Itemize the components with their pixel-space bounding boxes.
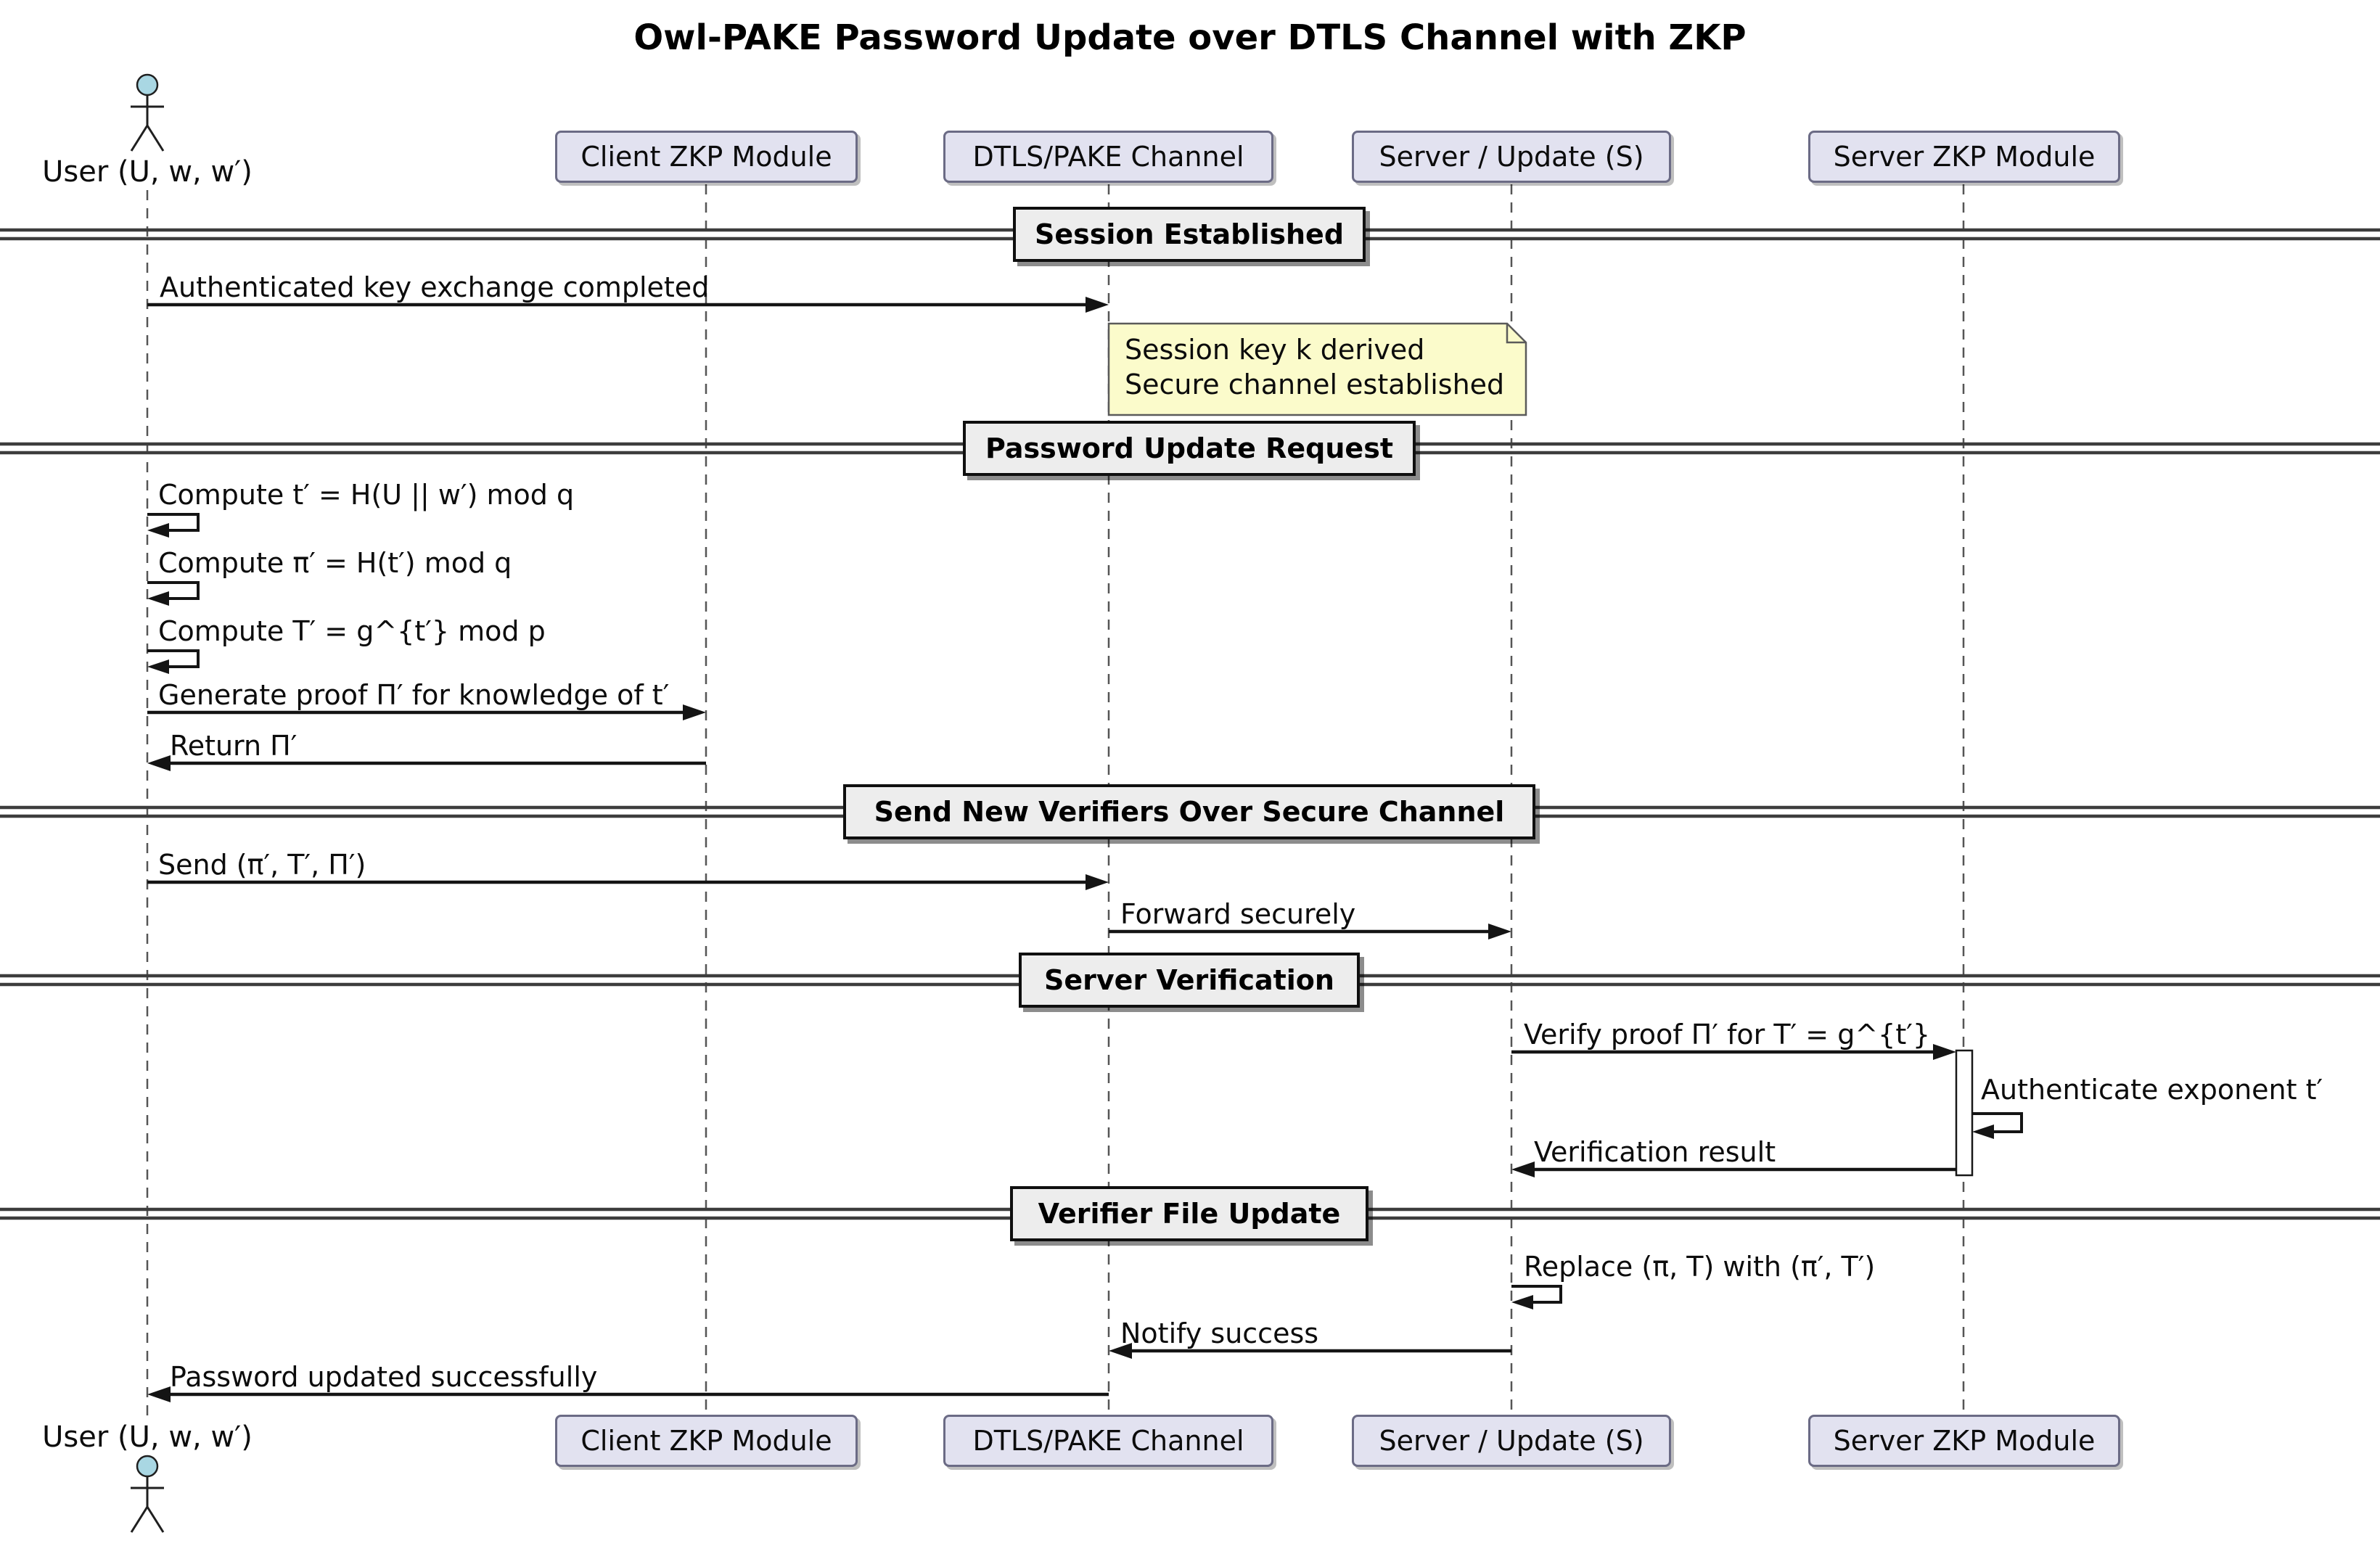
divider-label: Send New Verifiers Over Secure Channel bbox=[874, 796, 1505, 828]
message-compute-pi: Compute π′ = H(t′) mod q bbox=[158, 547, 512, 579]
participant-server-update-top bbox=[1352, 131, 1671, 183]
message-authenticated-key-exchange: Authenticated key exchange completed bbox=[160, 271, 710, 303]
divider-label: Server Verification bbox=[1044, 964, 1334, 996]
activation-bar-server-zkp bbox=[1956, 1050, 1972, 1175]
self-arrow-authenticate-exponent bbox=[1972, 1114, 2022, 1139]
participant-label: Client ZKP Module bbox=[580, 1425, 832, 1457]
message-password-updated: Password updated successfully bbox=[170, 1361, 598, 1393]
participant-client-zkp-top bbox=[555, 131, 858, 183]
message-return-proof: Return Π′ bbox=[170, 730, 298, 762]
actor-head bbox=[137, 75, 157, 95]
message-verify-proof: Verify proof Π′ for T′ = g^{t′} bbox=[1524, 1019, 1931, 1050]
divider-password-update-request bbox=[963, 421, 1416, 476]
participant-server-zkp-top bbox=[1808, 131, 2120, 183]
divider-label: Password Update Request bbox=[985, 432, 1393, 464]
participant-label: Client ZKP Module bbox=[580, 141, 832, 173]
message-authenticate-exponent: Authenticate exponent t′ bbox=[1981, 1074, 2323, 1106]
participant-server-zkp-bottom bbox=[1808, 1415, 2120, 1467]
note-line-2: Secure channel established bbox=[1125, 369, 1505, 400]
message-notify-success: Notify success bbox=[1120, 1317, 1319, 1349]
message-replace-verifiers: Replace (π, T) with (π′, T′) bbox=[1524, 1251, 1876, 1283]
self-arrow-compute-pi bbox=[147, 583, 198, 606]
diagram-title: Owl-PAKE Password Update over DTLS Channel with ZKP bbox=[633, 17, 1747, 58]
message-compute-T: Compute T′ = g^{t′} mod p bbox=[158, 615, 546, 647]
actor-user-label-bottom: User (U, w, w′) bbox=[42, 1420, 253, 1454]
divider-server-verification bbox=[1019, 953, 1360, 1008]
message-forward-securely: Forward securely bbox=[1120, 898, 1356, 930]
divider-label: Session Established bbox=[1034, 218, 1345, 250]
self-arrow-compute-t bbox=[147, 514, 198, 538]
divider-verifier-file-update bbox=[1010, 1186, 1368, 1241]
participant-dtls-pake-bottom bbox=[943, 1415, 1273, 1467]
divider-send-new-verifiers bbox=[843, 784, 1535, 839]
self-arrow-replace-verifiers bbox=[1511, 1286, 1561, 1309]
message-compute-t: Compute t′ = H(U || w′) mod q bbox=[158, 479, 575, 511]
participant-label: DTLS/PAKE Channel bbox=[972, 141, 1244, 173]
participant-label: DTLS/PAKE Channel bbox=[972, 1425, 1244, 1457]
participant-server-update-bottom bbox=[1352, 1415, 1671, 1467]
divider-label: Verifier File Update bbox=[1038, 1198, 1341, 1230]
participant-dtls-pake-top bbox=[943, 131, 1273, 183]
actor-head bbox=[137, 1456, 157, 1476]
message-send-verifiers: Send (π′, T′, Π′) bbox=[158, 849, 366, 881]
participant-label: Server / Update (S) bbox=[1379, 1425, 1644, 1457]
participant-client-zkp-bottom bbox=[555, 1415, 858, 1467]
message-verification-result: Verification result bbox=[1534, 1136, 1776, 1168]
actor-user-label-top: User (U, w, w′) bbox=[42, 155, 253, 189]
participant-label: Server ZKP Module bbox=[1833, 1425, 2096, 1457]
user-actor-icon-top bbox=[131, 75, 164, 151]
self-arrow-compute-T bbox=[147, 651, 198, 674]
participant-label: Server ZKP Module bbox=[1833, 141, 2096, 173]
user-actor-icon-bottom bbox=[131, 1456, 164, 1532]
message-generate-proof: Generate proof Π′ for knowledge of t′ bbox=[158, 679, 670, 711]
note-line-1: Session key k derived bbox=[1125, 334, 1425, 366]
divider-session-established bbox=[1013, 207, 1366, 262]
participant-label: Server / Update (S) bbox=[1379, 141, 1644, 173]
